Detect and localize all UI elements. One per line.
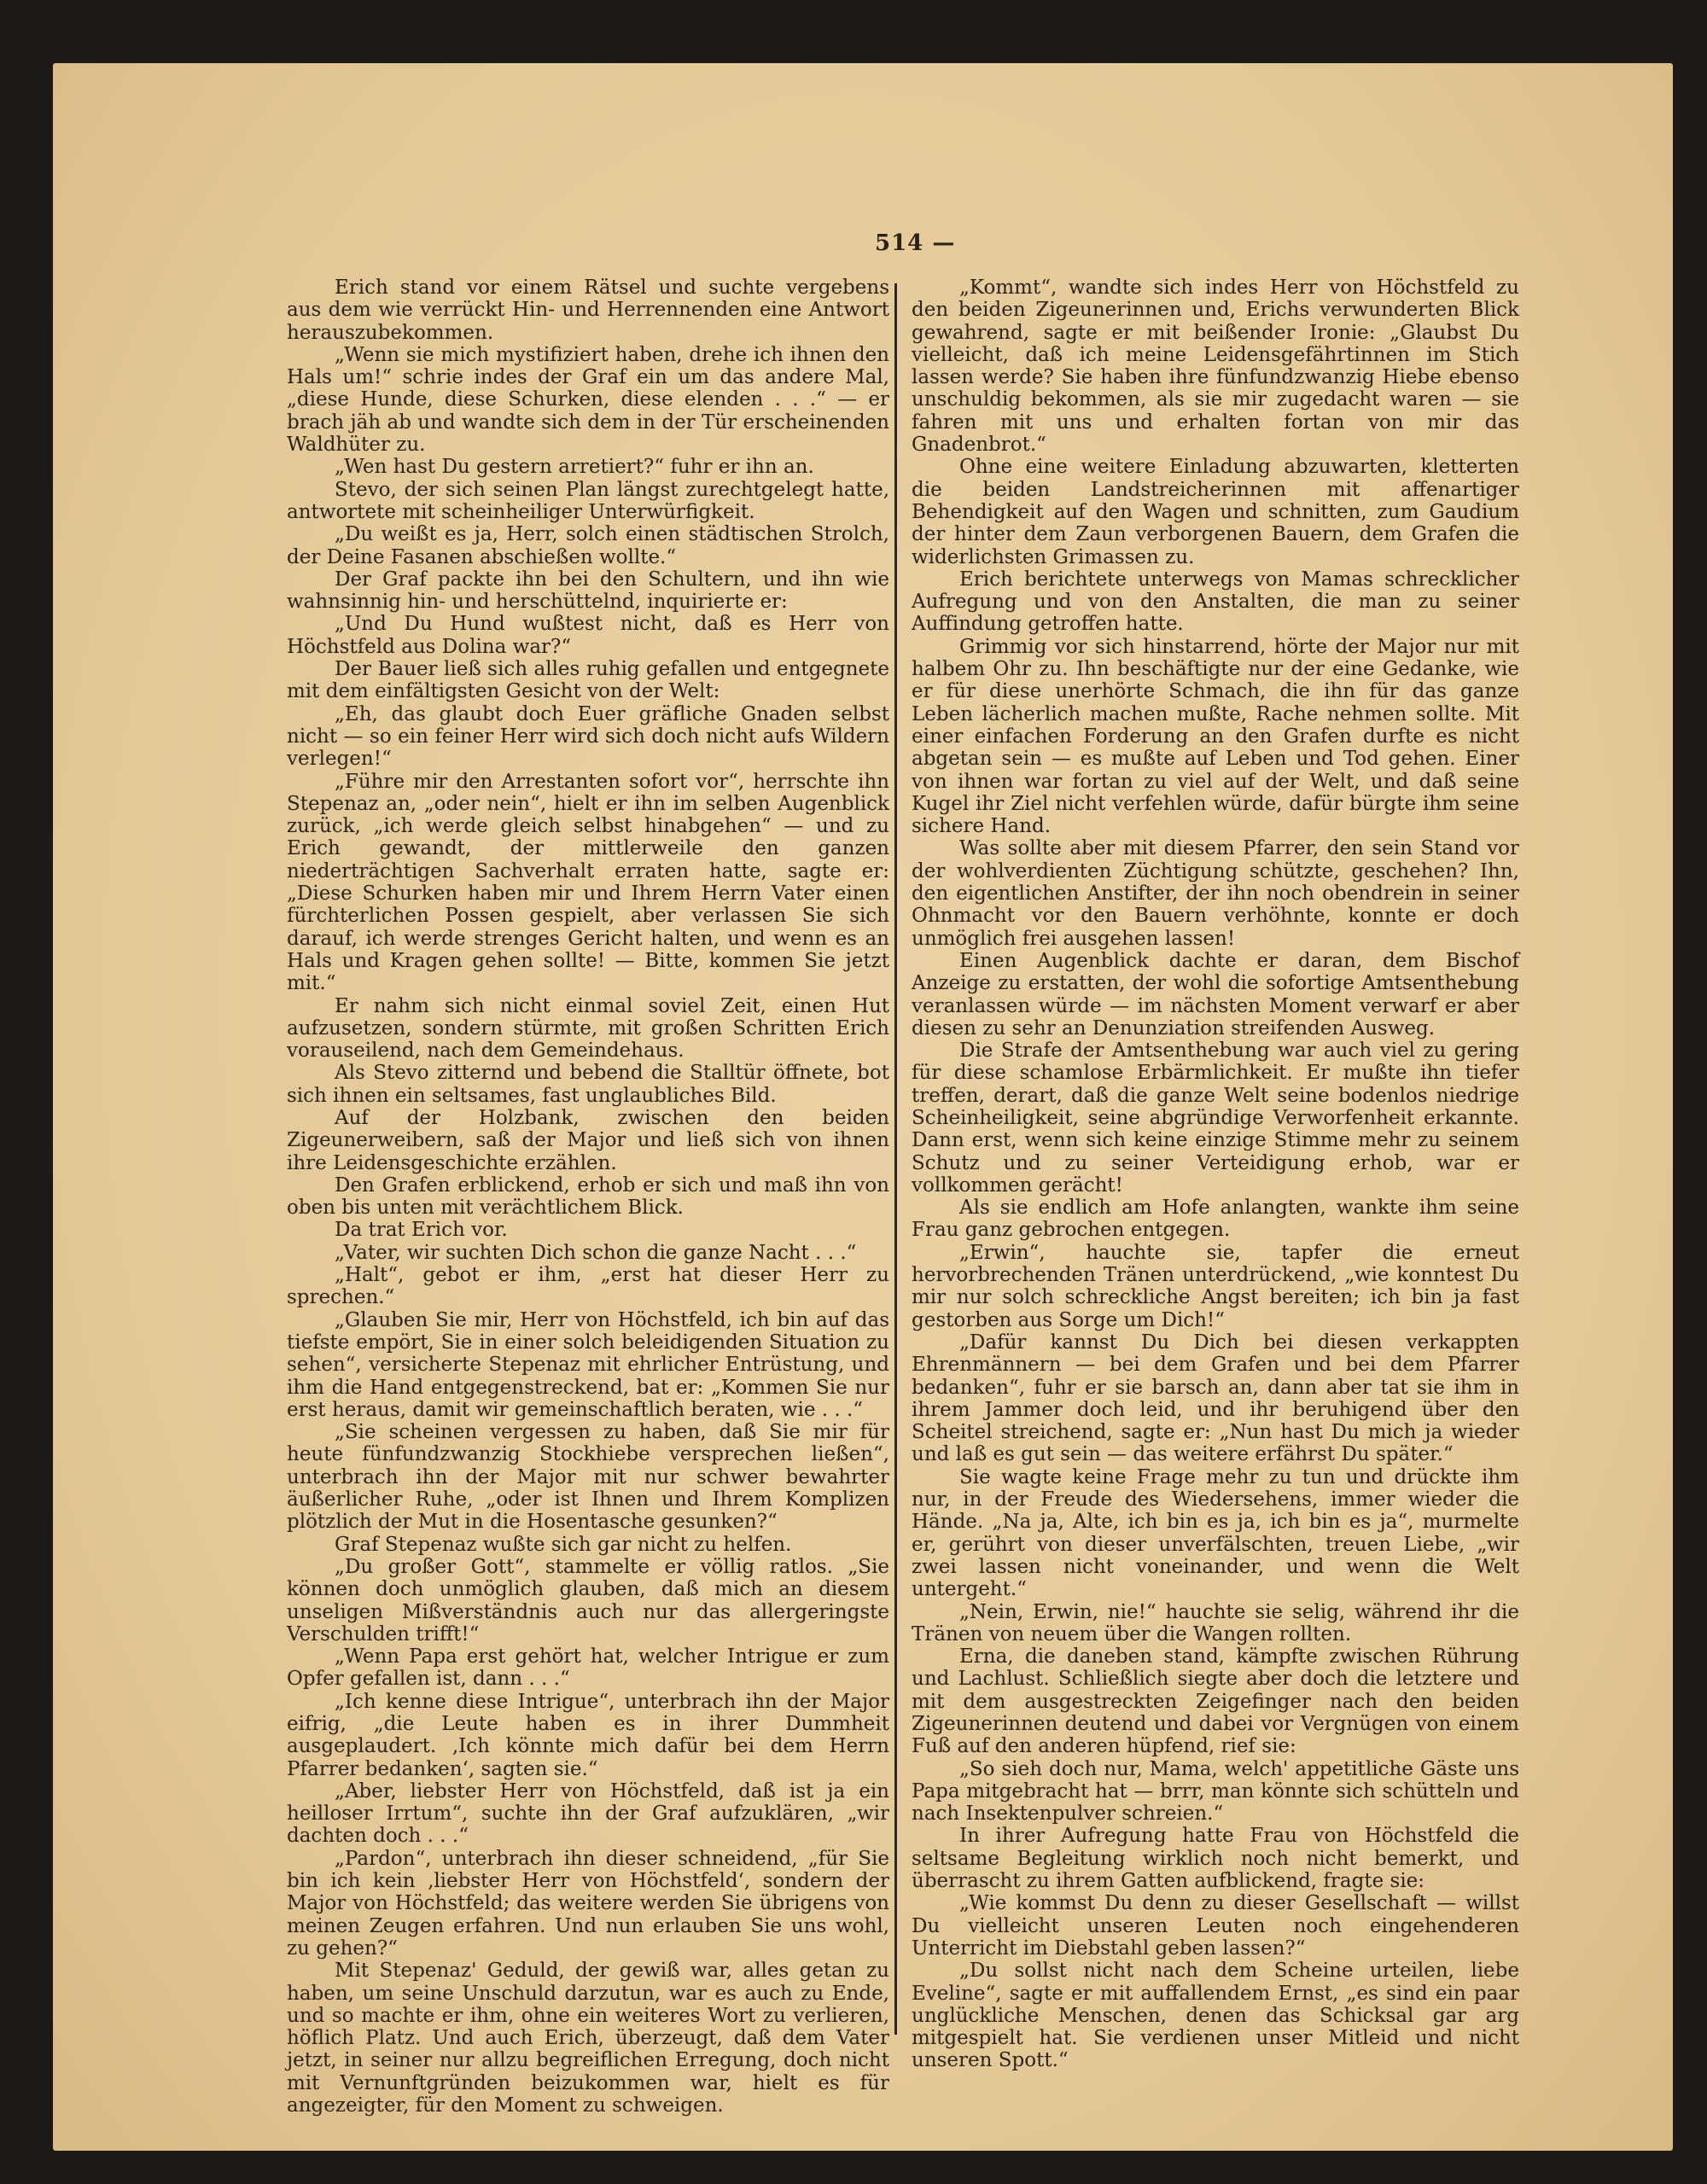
paragraph: Graf Stepenaz wußte sich gar nicht zu helfen. bbox=[335, 1533, 792, 1556]
paragraph: Mit Stepenaz' Geduld, der gewiß war, alles getan zu haben, um seine Unschuld darzutun, war es auch zu Ende, und so machte er ihm, ohne ein weiteres Wort zu verlieren, höflich Platz. Und auch Erich, überzeugt, daß dem Vater jetzt, in seiner nur allzu begreiflichen Erregung, doch nicht mit Vernunftgründen beizukommen war, hielt es für angezeigter, für den Moment zu schweigen. bbox=[287, 1960, 889, 2117]
paragraph: In ihrer Aufregung hatte Frau von Höchstfeld die seltsame Begleitung wirklich noch nicht bemerkt, und überrascht zu ihrem Gatten aufblickend, fragte sie: bbox=[912, 1825, 1519, 1893]
paragraph: „Du weißt es ja, Herr, solch einen städtischen Strolch, der Deine Fasanen abschießen wollte.“ bbox=[287, 523, 889, 568]
paragraph: „Führe mir den Arrestanten sofort vor“, herrschte ihn Stepenaz an, „oder nein“, hielt er ihn im selben Augenblick zurück, „ich werde gleich selbst hinabgehen“ — und zu Erich gewandt, der mittlerweile den ganzen niederträchtigen Sachverhalt erraten hatte, sagte er: „Diese Schurken haben mir und Ihrem Herrn Vater einen fürchterlichen Possen gespielt, aber verlassen Sie sich darauf, ich werde strenges Gericht halten, und wenn es an Hals und Kragen gehen sollte! — Bitte, kommen Sie jetzt mit.“ bbox=[287, 770, 889, 995]
paragraph: Als Stevo zitternd und bebend die Stalltür öffnete, bot sich ihnen ein seltsames, fast unglaubliches Bild. bbox=[287, 1062, 889, 1107]
paragraph: Ohne eine weitere Einladung abzuwarten, kletterten die beiden Landstreicherinnen mit affenartiger Behendigkeit auf den Wagen und schnitten, zum Gaudium der hinter dem Zaun verborgenen Bauern, dem Grafen die widerlichsten Grimassen zu. bbox=[912, 456, 1519, 568]
column-divider bbox=[894, 283, 897, 2035]
paragraph: Den Grafen erblickend, erhob er sich und maß ihn von oben bis unten mit verächtlichem Blick. bbox=[287, 1174, 889, 1220]
paragraph: „Und Du Hund wußtest nicht, daß es Herr von Höchstfeld aus Dolina war?“ bbox=[287, 613, 889, 658]
paragraph: „Eh, das glaubt doch Euer gräfliche Gnaden selbst nicht — so ein feiner Herr wird sich doch nicht aufs Wildern verlegen!“ bbox=[287, 702, 889, 771]
paragraph: „Aber, liebster Herr von Höchstfeld, daß ist ja ein heilloser Irrtum“, suchte ihn der Graf aufzuklären, „wir dachten doch . . .“ bbox=[287, 1779, 889, 1848]
paragraph: „Nein, Erwin, nie!“ hauchte sie selig, während ihr die Tränen von neuem über die Wangen rollten. bbox=[912, 1600, 1519, 1645]
paragraph: Erich stand vor einem Rätsel und suchte vergebens aus dem wie verrückt Hin- und Herrennenden eine Antwort herauszubekommen. bbox=[287, 277, 889, 344]
paragraph: „Wie kommst Du denn zu dieser Gesellschaft — willst Du vielleicht unseren Leuten noch eingehenderen Unterricht im Diebstahl geben lassen?“ bbox=[912, 1892, 1519, 1960]
paragraph: „So sieh doch nur, Mama, welch' appetitliche Gäste uns Papa mitgebracht hat — brrr, man könnte sich schütteln und nach Insektenpulver schreien.“ bbox=[912, 1757, 1519, 1826]
paragraph: „Pardon“, unterbrach ihn dieser schneidend, „für Sie bin ich kein ‚liebster Herr von Höchstfeld‘, sondern der Major von Höchstfeld; das weitere werden Sie übrigens von meinen Zeugen erfahren. Und nun erlauben Sie uns wohl, zu gehen?“ bbox=[287, 1847, 889, 1960]
paragraph: „Vater, wir suchten Dich schon die ganze Nacht . . .“ bbox=[335, 1241, 857, 1264]
paragraph: „Erwin“, hauchte sie, tapfer die erneut hervorbrechenden Tränen unterdrückend, „wie konntest Du mir nur solch schreckliche Angst bereiten; ich bin ja fast gestorben aus Sorge um Dich!“ bbox=[912, 1241, 1519, 1331]
paragraph: „Du sollst nicht nach dem Scheine urteilen, liebe Eveline“, sagte er mit auffallendem Ernst, „es sind ein paar unglückliche Menschen, denen das Schicksal gar arg mitgespielt hat. Sie verdienen unser Mitleid und nicht unseren Spott.“ bbox=[912, 1960, 1519, 2072]
paragraph: Da trat Erich vor. bbox=[335, 1219, 508, 1242]
paragraph: Erna, die daneben stand, kämpfte zwischen Rührung und Lachlust. Schließlich siegte aber doch die letztere und mit dem ausgestreckten Zeigefinger nach den beiden Zigeunerinnen deutend und dabei vor Vergnügen von einem Fuß auf den anderen hüpfend, rief sie: bbox=[912, 1645, 1519, 1758]
paragraph: Die Strafe der Amtsenthebung war auch viel zu gering für diese schamlose Erbärmlichkeit. Er mußte ihn tiefer treffen, derart, daß die ganze Welt seine bodenlos niedrige Scheinheiligkeit, seine abgründige Verworfenheit erkannte. Dann erst, wenn sich keine einzige Stimme mehr zu seinem Schutz und zu seiner Verteidigung erhob, war er vollkommen gerächt! bbox=[912, 1040, 1519, 1197]
paragraph: „Wenn sie mich mystifiziert haben, drehe ich ihnen den Hals um!“ schrie indes der Graf ein um das andere Mal, „diese Hunde, diese Schurken, diese elenden . . .“ — er brach jäh ab und wandte sich dem in der Tür erscheinenden Waldhüter zu. bbox=[287, 343, 889, 457]
paragraph: Er nahm sich nicht einmal soviel Zeit, einen Hut aufzusetzen, sondern stürmte, mit großen Schritten Erich vorauseilend, nach dem Gemeindehaus. bbox=[287, 994, 889, 1063]
paragraph: „Glauben Sie mir, Herr von Höchstfeld, ich bin auf das tiefste empört, Sie in einer solch beleidigenden Situation zu sehen“, versicherte Stepenaz mit ehrlicher Entrüstung, und ihm die Hand entgegenstreckend, bat er: „Kommen Sie nur erst heraus, damit wir gemeinschaftlich beraten, wie . . .“ bbox=[287, 1308, 889, 1421]
right-column bbox=[912, 277, 1519, 2072]
page-number: 514 — bbox=[875, 230, 956, 256]
paragraph: „Wenn Papa erst gehört hat, welcher Intrigue er zum Opfer gefallen ist, dann . . .“ bbox=[287, 1645, 889, 1691]
paragraph: Der Graf packte ihn bei den Schultern, und ihn wie wahnsinnig hin- und herschüttelnd, inquirierte er: bbox=[287, 568, 889, 614]
paragraph: Auf der Holzbank, zwischen den beiden Zigeunerweibern, saß der Major und ließ sich von ihnen ihre Leidensgeschichte erzählen. bbox=[287, 1106, 889, 1174]
paragraph: „Dafür kannst Du Dich bei diesen verkappten Ehrenmännern — bei dem Grafen und bei dem Pfarrer bedanken“, fuhr er sie barsch an, dann aber tat sie ihm in ihrem Jammer doch leid, und ihr beruhigend über den Scheitel streichend, sagte er: „Nun hast Du mich ja wieder und laß es gut sein — das weitere erfährst Du später.“ bbox=[912, 1331, 1519, 1466]
paragraph: Stevo, der sich seinen Plan längst zurechtgelegt hatte, antwortete mit scheinheiliger Unterwürfigkeit. bbox=[287, 478, 889, 523]
newspaper-page bbox=[53, 63, 1673, 2151]
paragraph: „Halt“, gebot er ihm, „erst hat dieser Herr zu sprechen.“ bbox=[287, 1264, 889, 1309]
paragraph: Sie wagte keine Frage mehr zu tun und drückte ihm nur, in der Freude des Wiedersehens, immer wieder die Hände. „Na ja, Alte, ich bin es ja, ich bin es ja“, murmelte er, gerührt von dieser unverfälschten, treuen Liebe, „wir zwei lassen nicht voneinander, und wenn die Welt untergeht.“ bbox=[912, 1465, 1519, 1601]
paragraph: „Du großer Gott“, stammelte er völlig ratlos. „Sie können doch unmöglich glauben, daß mich an diesem unseligen Mißverständnis auch nur das allergeringste Verschulden trifft!“ bbox=[287, 1555, 889, 1645]
paragraph: „Wen hast Du gestern arretiert?“ fuhr er ihn an. bbox=[335, 456, 814, 479]
paragraph: Einen Augenblick dachte er daran, dem Bischof Anzeige zu erstatten, der wohl die sofortige Amtsenthebung veranlassen würde — im nächsten Moment verwarf er aber diesen zu sehr an Denunziation streifenden Ausweg. bbox=[912, 949, 1519, 1040]
left-column bbox=[287, 277, 889, 2117]
paragraph: Der Bauer ließ sich alles ruhig gefallen und entgegnete mit dem einfältigsten Gesicht von der Welt: bbox=[287, 658, 889, 703]
paragraph: Grimmig vor sich hinstarrend, hörte der Major nur mit halbem Ohr zu. Ihn beschäftigte nur der eine Gedanke, wie er für diese unerhörte Schmach, die ihn für das ganze Leben lächerlich machen mußte, Rache nehmen sollte. Mit einer einfachen Forderung an den Grafen durfte es nicht abgetan sein — es mußte auf Leben und Tod gehen. Einer von ihnen war fortan zu viel auf der Welt, und daß seine Kugel ihr Ziel nicht verfehlen würde, dafür bürgte ihm seine sichere Hand. bbox=[912, 635, 1519, 838]
paragraph: Erich berichtete unterwegs von Mamas schrecklicher Aufregung und von den Anstalten, die man zu seiner Auffindung getroffen hatte. bbox=[912, 568, 1519, 636]
paragraph: „Kommt“, wandte sich indes Herr von Höchstfeld zu den beiden Zigeunerinnen und, Erichs verwunderten Blick gewahrend, sagte er mit beißender Ironie: „Glaubst Du vielleicht, daß ich meine Leidensgefährtinnen im Stich lassen werde? Sie haben ihre fünfundzwanzig Hiebe ebenso unschuldig bekommen, als sie mir zugedacht waren — sie fahren mit uns und erhalten fortan von mir das Gnadenbrot.“ bbox=[912, 277, 1519, 457]
paragraph: Als sie endlich am Hofe anlangten, wankte ihm seine Frau ganz gebrochen entgegen. bbox=[912, 1197, 1519, 1242]
paragraph: Was sollte aber mit diesem Pfarrer, den sein Stand vor der wohlverdienten Züchtigung schützte, geschehen? Ihn, den eigentlichen Anstifter, der ihn noch obendrein in seiner Ohnmacht vor den Bauern verhöhnte, konnte er doch unmöglich frei ausgehen lassen! bbox=[912, 837, 1519, 950]
paragraph: „Ich kenne diese Intrigue“, unterbrach ihn der Major eifrig, „die Leute haben es in ihrer Dummheit ausgeplaudert. ‚Ich könnte mich dafür bei dem Herrn Pfarrer bedanken‘, sagten sie.“ bbox=[287, 1690, 889, 1780]
paragraph: „Sie scheinen vergessen zu haben, daß Sie mir für heute fünfundzwanzig Stockhiebe versprechen ließen“, unterbrach ihn der Major mit nur schwer bewahrter äußerlicher Ruhe, „oder ist Ihnen und Ihrem Komplizen plötzlich der Mut in die Hosentasche gesunken?“ bbox=[287, 1421, 889, 1534]
